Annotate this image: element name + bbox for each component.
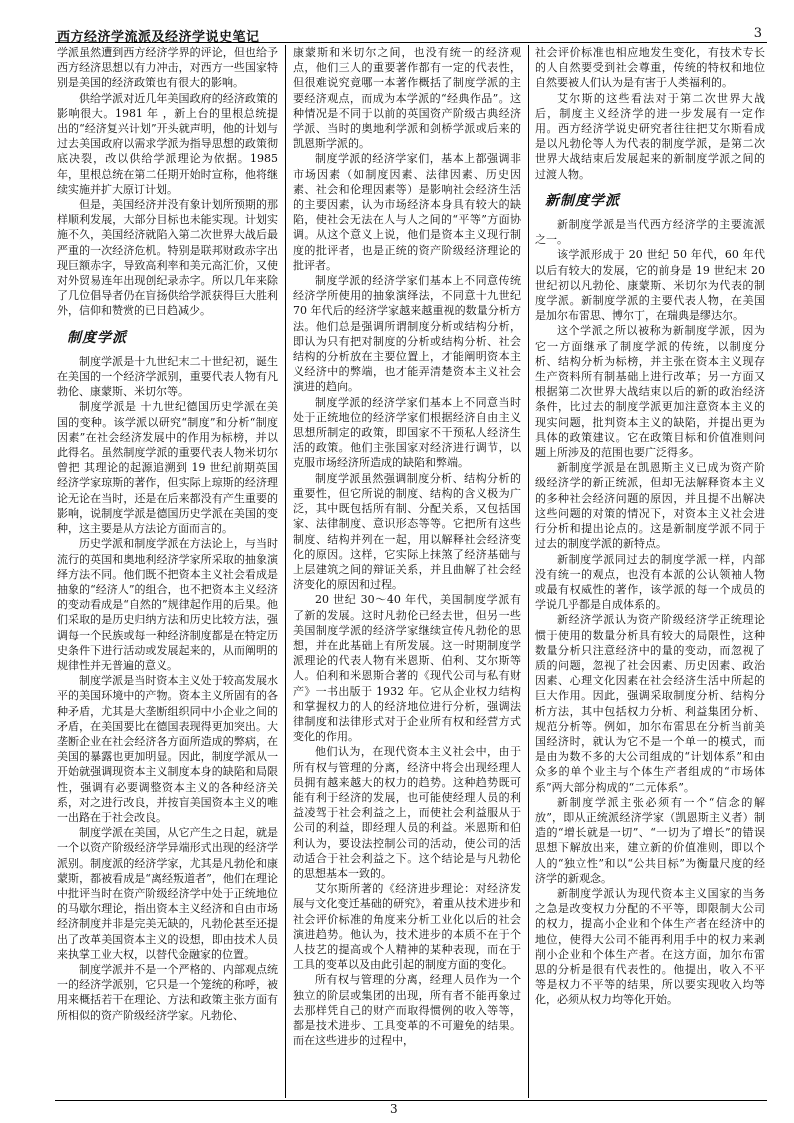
paragraph: 新制度学派同过去的制度学派一样，内部没有统一的观点，也没有本派的公认领袖人物或最有权威性的著作，该学派的每一个成员的学说几乎都是自成体系的。 — [535, 552, 765, 612]
paragraph: 制度学派是 十九世纪德国历史学派在美国的变种。该学派以研究“制度”和分析“制度因素”在社会经济发展中的作用为标榜，并以此得名。虽然制度学派的重要代表人物米切尔曾把 其理论的起源追溯到 19 世纪前期英国经济学家琼斯的著作，但实际上琼斯的经济理论无论在当时，还是在后来都没有产生重要的影响，说制度学派是德国历史学派在美国的变种，这主要是从方法论方面而言的。 — [57, 400, 278, 536]
paragraph: 该学派形成于 20 世纪 50 年代，60 年代以后有较大的发展，它的前身是 19 世纪末 20 世纪初以凡勃伦、康蒙斯、米切尔为代表的制度学派。新制度学派的主要代表人物，在美国是加尔布雷思、博尔丁，在瑞典是缪达尔。 — [535, 248, 765, 323]
paragraph: 制度学派的经济学家们，基本上都强调非市场因素（如制度因素、法律因素、历史因素、社会和伦理因素等）是影响社会经济生活的主要因素，认为市场经济本身具有较大的缺陷，使社会无法在人与人之间的“平等”方面协调。从这个意义上说，他们是资本主义现行制度的批评者，也是正统的资产阶级经济理论的批评者。 — [293, 152, 521, 272]
paragraph: 社会评价标准也相应地发生变化，有技术专长的人自然要受到社会尊重，传统的特权和地位自然要被人们认为是有害于人类福利的。 — [535, 46, 765, 90]
paragraph: 新制度学派是在凯恩斯主义已成为资产阶级经济学的新正统派，但却无法解释资本主义的多种社会经济问题的原因，并且提不出解决这些问题的对策的情况下，对资本主义社会进行分析和提出论点的。这是新制度学派不同于过去的制度学派的新特点。 — [535, 461, 765, 551]
paragraph: 制度学派是当时资本主义处于较高发展水平的美国环境中的产物。资本主义所固有的各种矛盾，尤其是大垄断组织同中小企业之间的矛盾，在美国要比在德国表现得更加突出。大垄断企业在社会经济各方面所造成的弊病，在美国的暴露也更加明显。因此，制度学派从一开始就强调现资本主义制度本身的缺陷和局限性，强调有必要调整资本主义的各种经济关系，对之进行改良，并按盲美国资本主义的唯一出路在于社会改良。 — [57, 674, 278, 824]
paragraph: 这个学派之所以被称为新制度学派，因为它一方面继承了制度学派的传统，以制度分析、结构分析为标榜，并主张在资本主义现存生产资料所有制基础上进行改革；另一方面又根据第二次世界大战结束以后的新的政治经济条件，比过去的制度学派更加注意资本主义的现实问题，批判资本主义的缺陷，并提出更为具体的政策建议。它在政策目标和价值准则问题上所涉及的范围也要广泛得多。 — [535, 324, 765, 460]
paragraph: 制度学派虽然强调制度分析、结构分析的重要性，但它所说的制度、结构的含义极为广泛，其中既包括所有制、分配关系，又包括国家、法律制度、意识形态等等。它把所有这些制度、结构并列在一起，用以解释社会经济变化的原因。这样，它实际上抹煞了经济基础与上层建筑之间的辩证关系，并且曲解了社会经济变化的原因和过程。 — [293, 471, 521, 592]
paragraph: 艾尔斯所著的《经济进步理论：对经济发展与文化变迁基础的研究》，着重从技术进步和社会评价标准的角度来分析工业化以后的社会演进趋势。他认为，技术进步的本质不在于个人技艺的提高或个人精神的某种表现，而在于工具的变革以及由此引起的制度方面的变化。 — [293, 882, 521, 972]
paragraph: 新制度学派主张必须有一个“信念的解放”，即从正统派经济学家（凯恩斯主义者）制造的“增长就是一切”、“一切为了增长”的错误思想下解放出来，建立新的价值准则，即以个人的“独立性”和以“公共目标”为衡量尺度的经济学的新观念。 — [535, 795, 765, 885]
footer-rule — [55, 1100, 767, 1101]
column-divider — [528, 45, 529, 1098]
header-title: 西方经济学流派及经济学说史笔记 — [57, 30, 260, 45]
text-column-3 — [535, 45, 765, 1098]
header-page-number: 3 — [753, 26, 762, 41]
paragraph: 历史学派和制度学派在方法论上，与当时流行的英国和奥地利经济学家所采取的抽象演绎方法不同。他们既不把资本主义社会看成是抽象的“经济人”的组合，也不把资本主义经济的变动看成是“自然的”规律起作用的后果。他们采取的是历史归纳方法和历史比较方法，强调每一个民族或每一种经济制度都是在特定历史条件下进行活动或发展起来的，从而阐明的规律性并无普遍的意义。 — [57, 537, 278, 672]
paragraph: 但是，美国经济并没有象计划所预期的那样顺利发展，大部分目标也未能实现。计划实施不久，美国经济就陷入第二次世界大战后最严重的一次经济危机。特别是联邦财政赤字出现巨额赤字，导致高利率和美元高汇价，又使对外贸易连年出现创纪录赤字。所以几年来除了几位倡导者仍在盲扬供给学派获得巨大胜利外，信仰和赞赏的已日趋减少。 — [57, 198, 278, 318]
paragraph: 制度学派是十九世纪末二十世纪初，诞生在美国的一个经济学派别，重要代表人物有凡勃伦、康蒙斯、米切尔等。 — [57, 354, 278, 399]
paragraph: 他们认为，在现代资本主义社会中，由于所有权与管理的分离，经济中将会出现经理人员拥有越来越大的权力的趋势。这种趋势既可能有利于经济的发展，也可能使经理人员的利益凌驾于社会利益之上，而使社会利益服从于公司的利益，即经理人员的利益。米恩斯和伯利认为，要设法控制公司的活动，使公司的活动适合于社会利益之下。这个结论是与凡勃伦的思想基本一致的。 — [293, 745, 521, 880]
paragraph: 新制度学派认为现代资本主义国家的当务之急是改变权力分配的不平等，即限制大公司的权力，提高小企业和个体生产者在经济中的地位，使得大公司不能再利用手中的权力来剥削小企业和个体生产者。在这方面，加尔布雷思的分析是很有代表性的。他提出，收入不平等是权力不平等的结果，所以要实现收入均等化，必须从权力均等化开始。 — [535, 886, 765, 1007]
paragraph: 制度学派的经济学家们基本上不同意传统经济学所使用的抽象演绎法，不同意十九世纪 70 年代后的经济学家越来越重视的数量分析方法。他们总是强调所谓制度分析或结构分析，即认为只有把对制度的分析或结构分析、社会结构的分析放在主要位置上，才能阐明资本主义经济中的弊端，也才能弄清楚资本主义社会演进的趋向。 — [293, 274, 521, 394]
paragraph: 所有权与管理的分离，经理人员作为一个独立的阶层或集团的出现，所有者不能再象过去那样凭自己的财产而取得惯例的收入等等，都是技术进步、工具变革的不可避免的结果。而在这些进步的过程中， — [293, 973, 521, 1048]
paragraph: 20 世纪 30～40 年代，美国制度学派有了新的发展。这时凡勃伦已经去世，但另一些美国制度学派的经济学家继续宣传凡勃伦的思想，并在此基础上有所发展。这一时期制度学派理论的代表人物有米恩斯、伯利、艾尔斯等人。伯利和米恩斯合著的《现代公司与私有财产》一书出版于 1932 年。它从企业权力结构和掌握权力的人的经济地位进行分析，强调法律制度和法律形式对于企业所有权和经营方式变化的作用。 — [293, 593, 521, 744]
paragraph: 新制度学派是当代西方经济学的主要流派之一。 — [535, 218, 765, 247]
header-rule — [55, 42, 767, 43]
footer-page-number: 3 — [390, 1102, 398, 1116]
paragraph: 制度学派并不是一个严格的、内部观点统一的经济学派别，它只是一个笼统的称呼，被用来概括若干在理论、方法和政策主张方面有所相似的资产阶级经济学家。凡勃伦、 — [57, 962, 278, 1022]
paragraph: 制度学派的经济学家们基本上不同意当时处于正统地位的经济学家们根据经济自由主义思想所制定的政策，即国家不干预私人经济生活的政策。他们主张国家对经济进行调节，以克服市场经济所造成的缺陷和弊端。 — [293, 395, 521, 470]
text-column-1 — [57, 45, 278, 1098]
paragraph: 供给学派对近几年美国政府的经济政策的影响很大。1981 年 ，新上台的里根总统提出的“经济复兴计划”开头就声明，他的计划与过去美国政府以需求学派为指导思想的政策彻底决裂，改以供给学派理论为依据。1985 年，里根总统在第二任期开始时宣称，他将继续实施并扩大原订计划。 — [57, 91, 278, 196]
paragraph: 新经济学派认为资产阶级经济学正统理论惯于使用的数量分析具有较大的局限性，这种数量分析只注意经济中的量的变动，而忽视了质的问题，忽视了社会因素、历史因素、政治因素、心理文化因素在社会经济生活中所起的巨大作用。因此，强调采取制度分析、结构分析方法，其中包括权力分析、利益集团分析、规范分析等。例如，加尔布雷思在分析当前美国经济时，就认为它不是一个单一的模式，而是由为数不多的大公司组成的“计划体系”和由众多的单个业主与个体生产者组成的“市场体系”两大部分构成的“二元体系”。 — [535, 613, 765, 794]
column-divider — [285, 45, 286, 1098]
section-heading-new-institutional-school: 新制度学派 — [545, 192, 620, 209]
paragraph: 艾尔斯的这些看法对于第二次世界大战后，制度主义经济学的进一步发展有一定作用。西方经济学说史研究者往往把艾尔斯看成是以凡勃伦等人为代表的制度学派，是第二次世界大战结束后发展起来的新制度学派之间的过渡人物。 — [535, 91, 765, 181]
paragraph: 康蒙斯和米切尔之间，也没有统一的经济观点，他们三人的重要著作都有一定的代表性，但很难说究竟哪一本著作概括了制度学派的主要经济观点，而成为本学派的“经典作品”。这种情况是不同于以前的英国资产阶级古典经济学派、当时的奥地利学派和剑桥学派或后来的凯恩斯学派的。 — [293, 46, 521, 151]
text-column-2 — [293, 45, 521, 1098]
paragraph: 制度学派在美国，从它产生之日起，就是一个以资产阶级经济学异端形式出现的经济学派别。制度派的经济学家，尤其是凡勃伦和康蒙斯，都被看成是“离经叛道者”，他们在理论中批评当时在资产阶级经济学中处于正统地位的马歇尔理论，指出资本主义经济和自由市场经济制度并非是完美无缺的，凡勃伦甚至还提出了改革美国资本主义的设想，即由技术人员来执掌工业大权，以替代金融家的位置。 — [57, 826, 278, 961]
paragraph: 学派虽然遭到西方经济学界的评论，但也给予西方经济思想以有力冲击，对西方一些国家特别是美国的经济政策也有很大的影响。 — [57, 46, 278, 90]
section-heading-institutional-school: 制度学派 — [67, 329, 127, 346]
